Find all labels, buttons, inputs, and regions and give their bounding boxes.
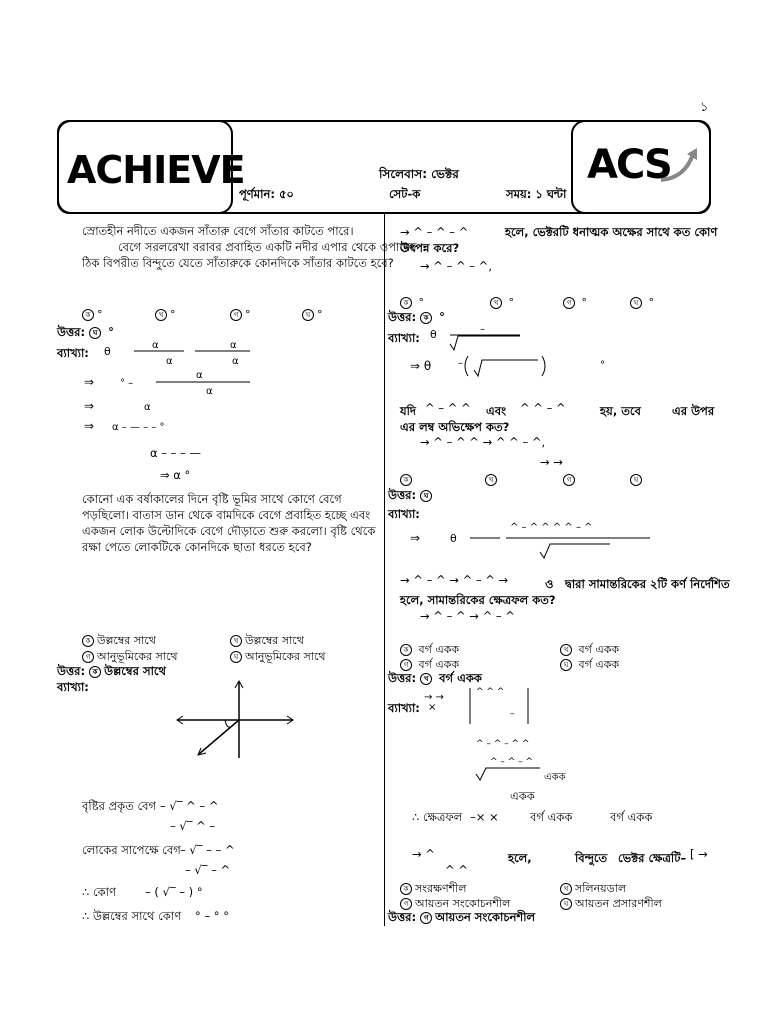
set-label: সেট-ক: [389, 187, 421, 201]
time-label: সময়: ১ ঘন্টা: [506, 187, 567, 201]
q5-given: → ^ – ^ → ^ – ^: [420, 609, 515, 623]
svg-text:–: –: [458, 358, 463, 369]
svg-text:θ: θ: [450, 532, 457, 545]
angle-label: ∴ কোণ: [82, 885, 116, 899]
rain-eqs-2: – √‾ ^ –: [170, 819, 216, 833]
q5-option-d[interactable]: ঘ বর্গ একক: [560, 656, 619, 675]
q2-line-3: একজন লোক উল্টোদিকে বেগে দৌড়াতে শুরু করলো। বৃষ্টি থেকে: [82, 524, 376, 538]
q3-explain-label: ব্যাখ্যা:: [388, 331, 420, 345]
q4-on: এর উপর: [672, 404, 715, 418]
area-unit-1: বর্গ একক: [530, 810, 573, 824]
svg-text:^ – ^ – ^: ^ – ^ – ^: [490, 757, 534, 767]
svg-text:° –: ° –: [120, 378, 134, 389]
q2-explain-label: ব্যাখ্যা:: [57, 680, 89, 694]
header: [57, 120, 711, 214]
q1-result: ⇒ α °: [160, 468, 191, 482]
column-divider: [384, 214, 385, 926]
q6-option-a[interactable]: ক সংরক্ষণশীল: [400, 880, 466, 899]
svg-text:α: α: [206, 386, 213, 397]
rel-eqs: – √‾ – – ^: [180, 843, 235, 857]
q5-option-b[interactable]: খ বর্গ একক: [560, 641, 619, 660]
q4-option-c[interactable]: গ: [563, 473, 578, 486]
q6-option-c[interactable]: গ আয়তন সংকোচনশীল: [400, 895, 510, 914]
angle-vertical-expr: ° – ° °: [195, 909, 229, 923]
q4-option-a[interactable]: ক: [400, 473, 415, 486]
area-unit-2: বর্গ একক: [610, 810, 653, 824]
q4-option-d[interactable]: ঘ: [630, 473, 645, 486]
q6-vec: → ^: [412, 847, 435, 861]
q3-option-c[interactable]: গ °: [563, 296, 587, 309]
q4-if: যদি: [400, 404, 416, 418]
q2-option-c[interactable]: গ আনুভূমিকের সাথে: [82, 648, 178, 667]
q6-option-b[interactable]: খ সলিনয়ডাল: [560, 880, 626, 899]
q2-line-4: রক্ষা পেতে লোকটিকে কোনদিকে ছাতা ধরতে হবে?: [82, 540, 312, 554]
q3-option-d[interactable]: ঘ °: [630, 296, 654, 309]
q4-given: → ^ – ^ ^ → ^ ^ – ^,: [420, 435, 546, 449]
acs-logo-text: ACS: [587, 142, 671, 188]
rel-eqs-2: – √‾ – ^: [185, 863, 231, 877]
q4-given-2: → →: [540, 455, 563, 469]
q1-answer: উত্তর: ঘ °: [57, 325, 114, 339]
svg-text:⇒ θ: ⇒ θ: [410, 359, 432, 373]
svg-text:–: –: [480, 324, 485, 335]
q6-option-d[interactable]: ঘ আয়তন প্রসারণশীল: [560, 895, 662, 914]
svg-text:→ →: → →: [424, 692, 444, 703]
q1-step: α – – – —: [150, 446, 201, 460]
q2-answer: উত্তর: ক উল্লম্বের সাথে: [57, 664, 166, 678]
q5-matrix: [420, 684, 620, 794]
q6-field: ভেক্টর ক্ষেত্রটি–: [618, 851, 687, 865]
svg-text:α: α: [232, 356, 239, 367]
q3-option-a[interactable]: ক °: [400, 296, 424, 309]
q1-explain-label: ব্যাখ্যা:: [57, 346, 89, 360]
q2-line-2: পড়ছিলো। বাতাস ডান থেকে বামদিকে বেগে প্রবাহিত হচ্ছে এবং: [82, 508, 371, 522]
q1-option-d[interactable]: ঘ °: [302, 308, 323, 321]
svg-text:⇒: ⇒: [410, 531, 421, 545]
q4-explain-label: ব্যাখ্যা:: [388, 507, 420, 521]
q2-option-b[interactable]: খ উল্লম্বের সাথে: [230, 632, 304, 651]
q1-option-c[interactable]: গ °: [230, 308, 251, 321]
full-marks: পূর্ণমান: ৫০: [239, 187, 294, 201]
q5-and: ও: [545, 577, 554, 591]
svg-text:θ: θ: [104, 345, 111, 358]
svg-text:^ – ^ – ^ ^: ^ – ^ – ^ ^: [476, 739, 530, 749]
q5-explain-label: ব্যাখ্যা:: [388, 701, 420, 715]
q5-line-1: দ্বারা সামান্তরিকের ২টি কর্ণ নির্দেশিত: [565, 577, 730, 591]
svg-text:α: α: [166, 356, 173, 367]
q5-option-c[interactable]: গ বর্গ একক: [400, 656, 459, 675]
q4-b: ^ ^ – ^: [520, 401, 566, 415]
svg-text:^ ^ ^: ^ ^ ^: [476, 687, 505, 697]
achieve-logo-text: ACHIEVE: [67, 148, 245, 192]
relative-velocity-label: লোকের সাপেক্ষে বেগ: [82, 843, 181, 857]
angle-expr: – ( √‾ – ) °: [145, 885, 203, 899]
vector-diagram: [175, 680, 295, 760]
q1-line-3: ঠিক বিপরীত বিন্দুতে যেতে সাঁতারুকে কোনদিকে সাঁতার কাটতে হবে?: [82, 256, 394, 270]
q3-line-1: হলে, ভেক্টরটি ধনাত্মক অক্ষের সাথে কত কোণ: [505, 225, 718, 239]
q3-vector: → ^ – ^ – ^: [400, 225, 469, 239]
svg-text:–: –: [510, 709, 515, 719]
arrow-icon: [659, 144, 703, 184]
angle-vertical-label: ∴ উল্লম্বের সাথে কোণ: [82, 909, 182, 923]
q3-line-2: উৎপন্ন করে?: [400, 241, 460, 255]
acs-logo: [571, 120, 711, 214]
svg-text:⇒: ⇒: [84, 419, 95, 433]
q5-vectors: → ^ – ^ → ^ – ^ →: [400, 573, 509, 587]
q5-line-2: হলে, সামান্তরিকের ক্ষেত্রফল কত?: [400, 593, 556, 607]
q1-line-2: বেগে সরলরেখা বরাবর প্রবাহিত একটি নদীর এপার থেকে ওপারের: [118, 240, 417, 254]
q5-answer: উত্তর: খ বর্গ একক: [388, 671, 482, 685]
svg-text:α – — – – °: α – — – – °: [112, 422, 165, 433]
q4-equations: [410, 518, 660, 562]
q6-bracket: [ →: [690, 847, 708, 861]
svg-text:θ: θ: [430, 328, 437, 341]
q1-option-a[interactable]: ক °: [82, 308, 103, 321]
unit-1: একক: [544, 772, 566, 783]
q3-answer: উত্তর: ক °: [388, 310, 445, 324]
q1-line-1: স্রোতহীন নদীতে একজন সাঁতারু বেগে সাঁতার কাটতে পারে।: [82, 224, 354, 238]
q3-equations: [410, 322, 610, 386]
q3-given: → ^ – ^ – ^,: [420, 259, 492, 273]
q5-option-a[interactable]: ক বর্গ একক: [400, 641, 459, 660]
page-number: ১: [700, 100, 709, 115]
svg-text:α: α: [196, 370, 203, 381]
q4-and: এবং: [486, 404, 507, 418]
svg-text:×: ×: [428, 702, 437, 713]
rain-velocity-label: বৃষ্টির প্রকৃত বেগ: [82, 799, 157, 813]
svg-text:⇒: ⇒: [84, 375, 95, 389]
q4-answer: উত্তর: ঘ: [388, 487, 435, 503]
rain-eqs: – √‾ ^ – ^: [160, 799, 219, 813]
q4-a: ^ – ^ ^: [425, 401, 471, 415]
q3-option-b[interactable]: খ °: [490, 296, 514, 309]
q2-option-a[interactable]: ক উল্লম্বের সাথে: [82, 632, 156, 651]
q6-point: বিন্দুতে: [575, 851, 608, 865]
q2-line-1: কোনো এক বর্ষাকালের দিনে বৃষ্টি ভূমির সাথে কোণে বেগে: [82, 492, 342, 506]
area-label: ∴ ক্ষেত্রফল: [412, 810, 463, 824]
q6-sub: ^ ^: [445, 863, 468, 877]
area-expr: –× ×: [470, 810, 499, 824]
syllabus: সিলেবাস: ভেক্টর: [379, 167, 459, 181]
svg-text:α: α: [230, 340, 237, 351]
q4-then: হয়, তবে: [600, 404, 641, 418]
q6-answer: উত্তর: গ আয়তন সংকোচনশীল: [388, 910, 536, 924]
q1-option-b[interactable]: খ °: [155, 308, 176, 321]
q4-option-b[interactable]: খ: [485, 473, 500, 486]
svg-text:^ – ^ ^ ^ ^ –: ^ – ^ ^ ^ ^ – ^: [510, 522, 593, 533]
svg-text:°: °: [600, 360, 605, 371]
svg-text:α: α: [144, 402, 151, 413]
unit-2: একক: [510, 789, 535, 803]
q6-mid: হলে,: [508, 851, 532, 865]
svg-text:α: α: [152, 340, 159, 351]
achieve-logo: [57, 120, 245, 214]
q4-line-2: এর লম্ব অভিক্ষেপ কত?: [400, 420, 510, 434]
q2-option-d[interactable]: ঘ আনুভূমিকের সাথে: [230, 648, 326, 667]
svg-text:⇒: ⇒: [84, 399, 95, 413]
q1-equations: [84, 338, 260, 448]
